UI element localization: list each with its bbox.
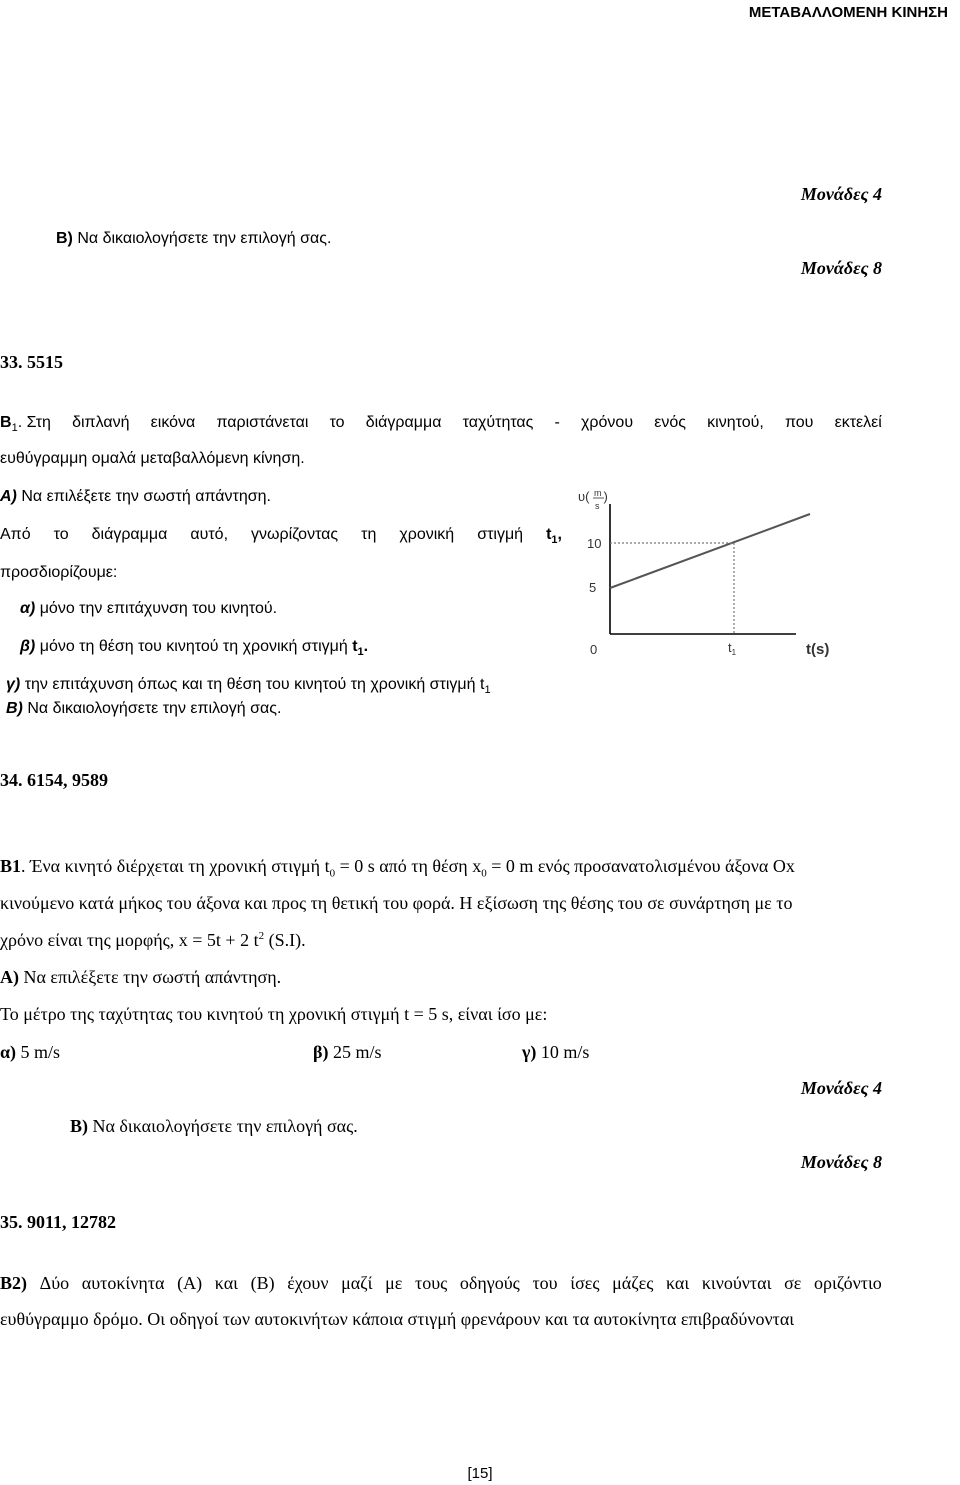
q34-part-a: Α) Να επιλέξετε την σωστή απάντηση. [0,967,282,987]
question-34-number: 34. 6154, 9589 [0,770,108,790]
velocity-line [610,514,810,588]
justify-line [56,230,331,248]
velocity-time-graph [574,484,844,664]
y-axis-label: υ( ) [578,489,608,504]
t1-symbol: $t_1$, [546,526,562,547]
points-8: Μονάδες 8 [800,258,882,278]
q34-option-b: β) 25 m/s [313,1042,382,1062]
q33-option-c: γ) την επιτάχυνση όπως και τη θέση του κινητού τη χρονική στιγμή $t_1$ [6,676,491,697]
q33-option-a: α) μόνο την επιτάχυνση του κινητού. [20,600,278,617]
q34-question: Το μέτρο της ταχύτητας του κινητού τη χρονική στιγμή t = 5 s, είναι ίσο με: [0,1004,548,1024]
q35-line-2: ευθύγραμμο δρόμο. Οι οδηγοί των αυτοκινήτων κάποια στιγμή φρενάρουν και τα αυτοκίνητα επιβραδύνονται [0,1309,795,1329]
q34-line-1: Β1. Ένα κινητό διέρχεται τη χρονική στιγμή $t_0 = 0$ s από τη θέση $x_0 = 0$ m ενός προσανατολισμένου άξονα Οx [0,856,795,880]
x-axis-label: t(s) [806,641,830,658]
y-tick-5: 5 [589,580,597,595]
q33-line-5: προσδιορίζουμε: [0,564,118,581]
y-unit-s: s [595,501,600,511]
page-number: [15] [467,1465,493,1482]
y-tick-10: 10 [587,536,602,551]
q34-line-2: κινούμενο κατά μήκος του άξονα και προς τη θετική του φορά. Η εξίσωση της θέσης του σε συνάρτηση με το [0,893,793,913]
q33-first-word: $B_1$. Στη [0,414,51,435]
q34-option-a: α) 5 m/s [0,1042,61,1062]
q34-option-c: γ) 10 m/s [522,1042,590,1062]
question-33-number: 33. 5515 [0,352,63,372]
q33-option-b: β) μόνο τη θέση του κινητού τη χρονική στιγμή $t_1$. [20,638,369,659]
origin-label: 0 [590,642,598,657]
points-4: Μονάδες 4 [800,184,882,204]
y-unit-m: m [594,488,602,498]
part-b-label: Β) [56,230,73,247]
q35-line-1: Β2) Δύο αυτοκίνητα (Α) και (Β) έχουν μαζί με τους οδηγούς του ίσες μάζες και κινούνται σε οριζόντιο [0,1273,882,1293]
q33-part-b: Β) Να δικαιολογήσετε την επιλογή σας. [6,700,282,717]
x-tick-t1: $t_1$ [728,640,737,657]
q34-part-b: Β) Να δικαιολογήσετε την επιλογή σας. [70,1116,358,1136]
q34-line-3: χρόνο είναι της μορφής, x = 5t + 2 $t^2$ (S.I). [0,930,306,950]
part-b-text: Να δικαιολογήσετε την επιλογή σας. [77,230,332,247]
q34-points-4: Μονάδες 4 [800,1078,882,1098]
q33-line-2: ευθύγραμμη ομαλά μεταβαλλόμενη κίνηση. [0,450,305,467]
running-header: ΜΕΤΑΒΑΛΛΟΜΕΝΗ ΚΙΝΗΣΗ [748,4,948,21]
question-35-number: 35. 9011, 12782 [0,1212,117,1232]
q33-part-a: Α) Να επιλέξετε την σωστή απάντηση. [0,488,271,505]
q33-line-1: $B_1$. Στη διπλανή εικόνα παριστάνεται το διάγραμμα ταχύτητας - χρόνου ενός κινητού, που εκτελεί [0,414,882,435]
q34-points-8: Μονάδες 8 [800,1152,882,1172]
q33-line-4: Από το διάγραμμα αυτό, γνωρίζοντας τη χρονική στιγμή $t_1$, [0,526,562,547]
